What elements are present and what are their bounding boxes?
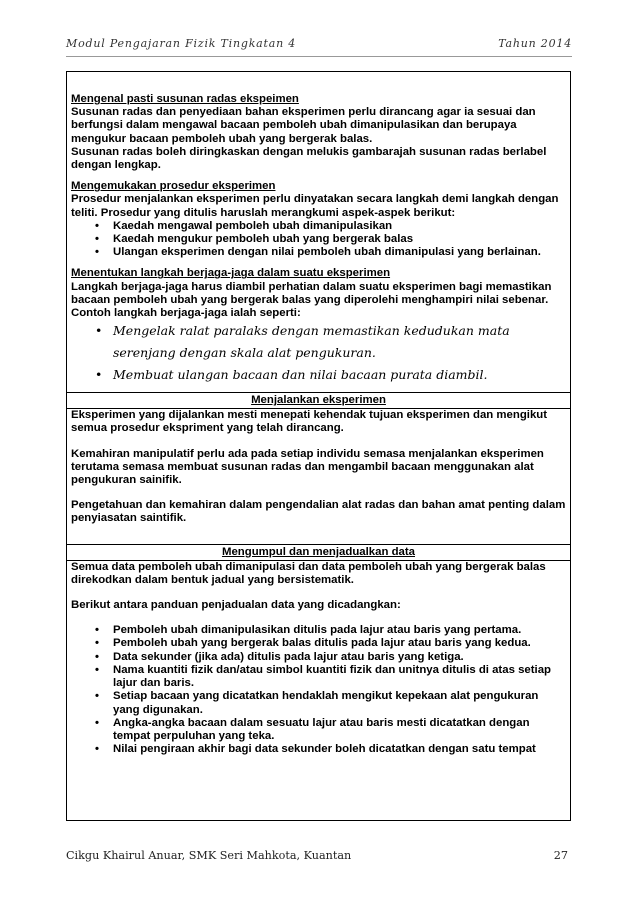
- section-conduct-body: [67, 409, 570, 543]
- paragraph: Susunan radas dan penyediaan bahan eksperimen perlu dirancang agar ia sesuai dan berfungsi dalam mengawal bacaan pemboleh ubah dimanipulasikan dan berupaya mengukur bacaan pemboleh ubah yang bergerak balas.: [71, 106, 536, 145]
- list-item: • Data sekunder (jika ada) ditulis pada lajur atau baris yang ketiga.: [113, 651, 566, 664]
- paragraph: Eksperimen yang dijalankan mesti menepati kehendak tujuan eksperimen dan mengikut semua prosedur ekspriment yang telah dirancang.: [71, 409, 548, 435]
- list-item: • Kaedah mengawal pemboleh ubah dimanipulasikan: [113, 220, 566, 233]
- page-number: 27: [553, 849, 568, 862]
- list-item: • Nama kuantiti fizik dan/atau simbol kuantiti fizik dan unitnya ditulis di atas setiap lajur dan baris.: [113, 664, 566, 690]
- paragraph: Kemahiran manipulatif perlu ada pada setiap individu semasa menjalankan eksperimen terutama semasa membuat susunan radas dan mengambil bacaan menggunakan alat pengukuran sainifik.: [71, 447, 544, 487]
- list-item: • Pemboleh ubah yang bergerak balas ditulis pada lajur atau baris yang kedua.: [113, 637, 566, 650]
- header-rule: [66, 56, 572, 57]
- section-title: Menjalankan eksperimen: [67, 393, 570, 409]
- paragraph: Berikut antara panduan penjadualan data yang dicadangkan:: [71, 599, 401, 612]
- header-module-title: Modul Pengajaran Fizik Tingkatan 4: [66, 37, 297, 50]
- paragraph: Langkah berjaga-jaga harus diambil perhatian dalam suatu eksperimen bagi memastikan bacaan pemboleh ubah yang bergerak balas yang diperolehi menghampiri nilai sebenar.: [71, 280, 552, 306]
- section-planning: [67, 72, 570, 392]
- list-item: • Mengelak ralat paralaks dengan memastikan kedudukan mata serenjang dengan skala alat pengukuran.: [113, 320, 566, 364]
- paragraph: Contoh langkah berjaga-jaga ialah seperti:: [71, 307, 301, 320]
- list-item: • Setiap bacaan yang dicatatkan hendaklah mengikut kepekaan alat pengukuran yang digunakan.: [113, 690, 566, 716]
- content-table: [66, 71, 571, 821]
- section-data: [67, 544, 570, 757]
- precaution-list: [71, 320, 566, 386]
- section-title: Mengumpul dan menjadualkan data: [67, 545, 570, 561]
- footer-author: Cikgu Khairul Anuar, SMK Seri Mahkota, Kuantan: [66, 849, 352, 862]
- list-item: • Kaedah mengukur pemboleh ubah yang bergerak balas: [113, 233, 566, 246]
- paragraph: Prosedur menjalankan eksperimen perlu dinyatakan secara langkah demi langkah dengan teliti. Prosedur yang ditulis haruslah merangkumi aspek-aspek berikut:: [71, 193, 559, 219]
- paragraph: Susunan radas boleh diringkaskan dengan melukis gambarajah susunan radas berlabel dengan lengkap.: [71, 145, 547, 172]
- paragraph: Pengetahuan dan kemahiran dalam pengendalian alat radas dan bahan amat penting dalam penyiasatan saintifik.: [71, 499, 566, 525]
- heading-precautions: Menentukan langkah berjaga-jaga dalam suatu eksperimen: [71, 267, 391, 280]
- procedure-list: [71, 220, 566, 260]
- list-item: • Membuat ulangan bacaan dan nilai bacaan purata diambil.: [113, 364, 566, 386]
- heading-procedure: Mengemukakan prosedur eksperimen: [71, 180, 276, 193]
- section-planning-body: [67, 72, 570, 392]
- paragraph: Semua data pemboleh ubah dimanipulasi dan data pemboleh ubah yang bergerak balas direkodkan dalam bentuk jadual yang bersistematik.: [71, 560, 546, 586]
- tabulation-guide-list: [71, 624, 566, 756]
- heading-apparatus: Mengenal pasti susunan radas ekspeimen: [71, 93, 299, 105]
- list-item: • Pemboleh ubah dimanipulasikan ditulis pada lajur atau baris yang pertama.: [113, 624, 566, 637]
- list-item: • Angka-angka bacaan dalam sesuatu lajur atau baris mesti dicatatkan dengan tempat perpuluhan yang teka.: [113, 717, 566, 743]
- section-conduct: [67, 392, 570, 543]
- list-item: • Nilai pengiraan akhir bagi data sekunder boleh dicatatkan dengan satu tempat: [113, 743, 566, 756]
- section-data-body: [67, 561, 570, 757]
- list-item: • Ulangan eksperimen dengan nilai pemboleh ubah dimanipulasi yang berlainan.: [113, 246, 566, 259]
- header-year: Tahun 2014: [498, 37, 572, 50]
